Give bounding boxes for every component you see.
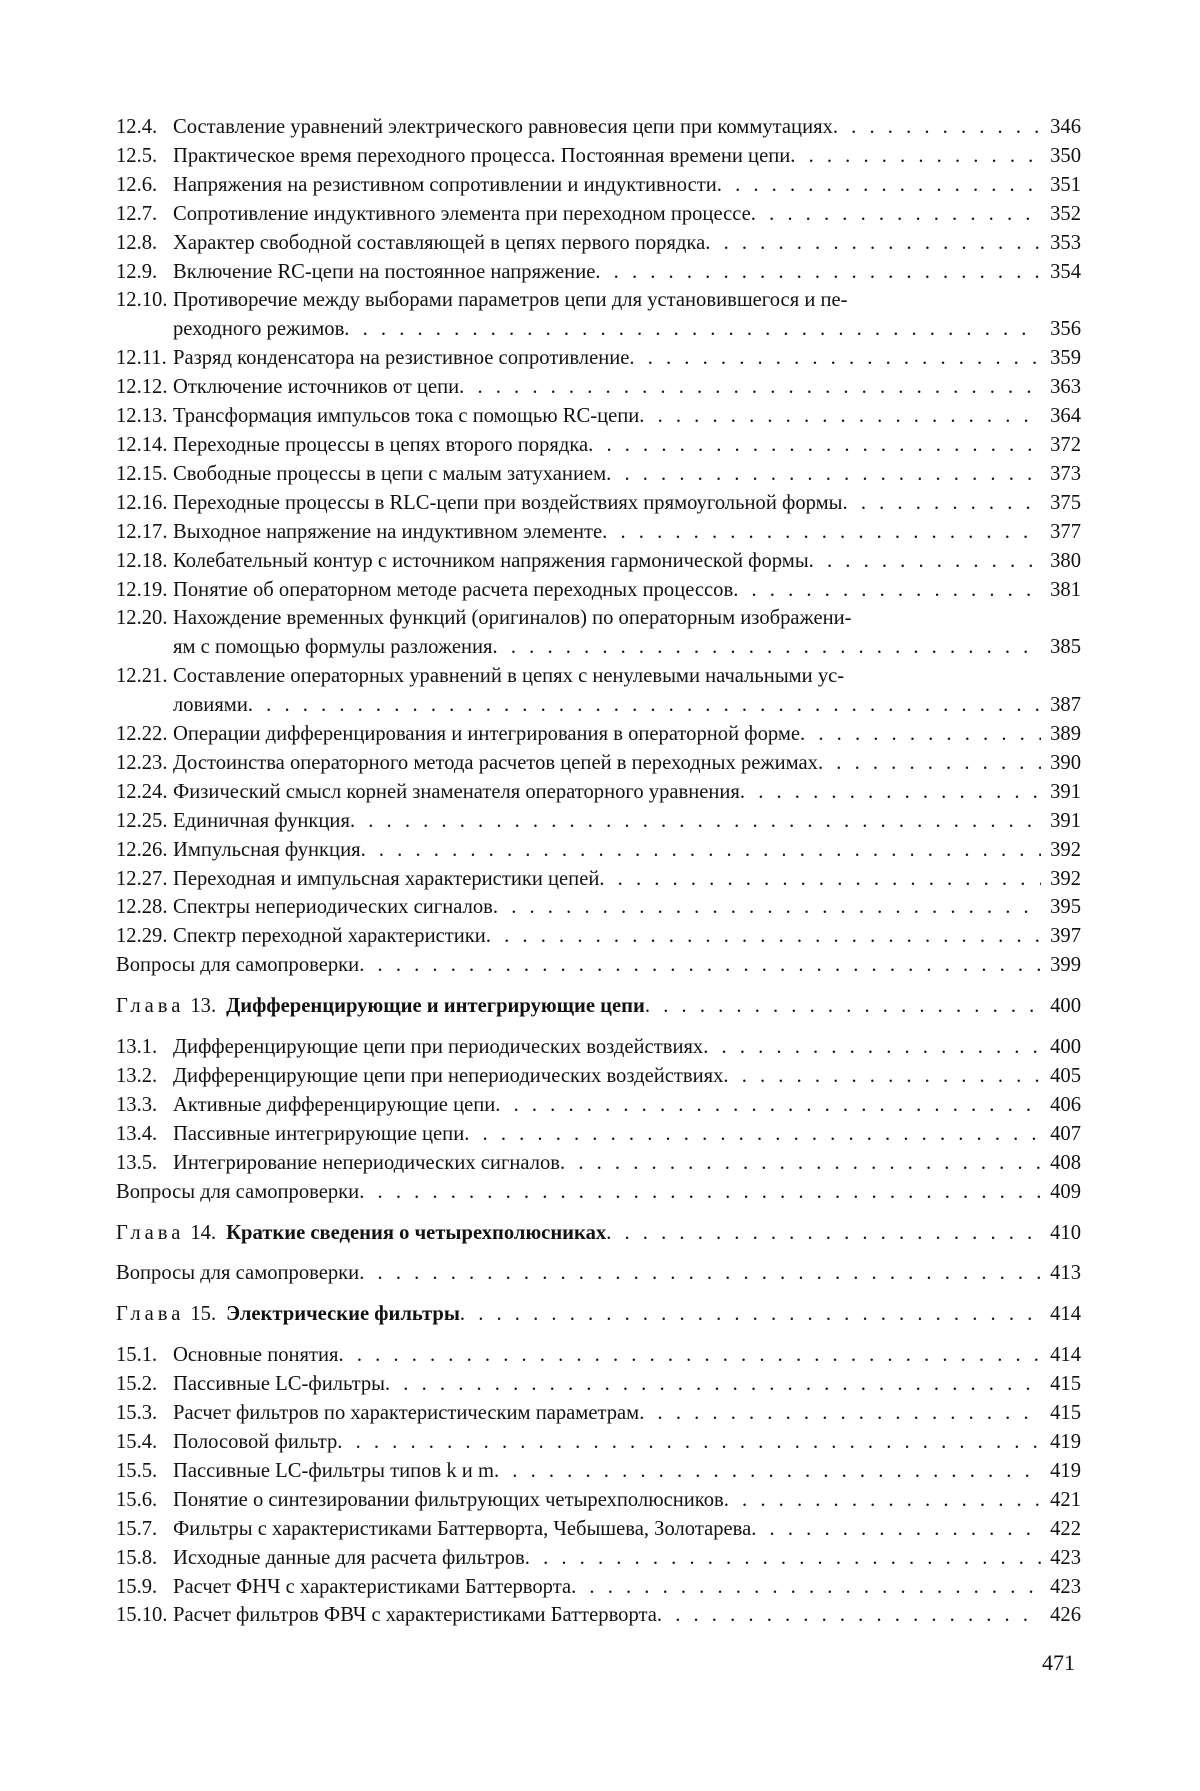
section-title: Вопросы для самопроверки bbox=[116, 1262, 360, 1285]
section-number: 13.2. bbox=[116, 1065, 158, 1087]
page-ref: 363 bbox=[1050, 376, 1081, 399]
leader-dots bbox=[595, 258, 1041, 287]
toc-review-questions bbox=[116, 1259, 1081, 1288]
section-number: 12.6. bbox=[116, 173, 158, 196]
page-ref: 423 bbox=[1050, 1575, 1081, 1598]
chapter-title: Краткие сведения о четырехполюсниках bbox=[226, 1221, 607, 1244]
section-number: 12.11. bbox=[116, 347, 167, 370]
page-ref: 387 bbox=[1050, 694, 1081, 717]
page-ref: 392 bbox=[1050, 838, 1081, 861]
toc-entry bbox=[116, 518, 1081, 547]
section-title: Операции дифференцирования и интегрирования в операторной форме bbox=[173, 723, 801, 746]
section-number: 12.13. bbox=[116, 405, 168, 428]
page-ref: 381 bbox=[1050, 578, 1081, 601]
page-ref: 385 bbox=[1050, 636, 1081, 659]
section-number: 12.12. bbox=[116, 376, 168, 399]
page-ref: 409 bbox=[1050, 1180, 1081, 1203]
leader-dots bbox=[703, 1033, 1041, 1062]
leader-dots bbox=[790, 142, 1041, 171]
leader-dots bbox=[493, 633, 1041, 662]
section-number: 15.5. bbox=[116, 1459, 158, 1482]
section-number: 15.6. bbox=[116, 1488, 158, 1511]
section-number: 12.27. bbox=[116, 867, 168, 890]
toc-entry bbox=[116, 431, 1081, 460]
page-ref: 413 bbox=[1050, 1262, 1081, 1285]
section-title: Физический смысл корней знаменателя операторного уравнения bbox=[173, 780, 740, 803]
toc-entry bbox=[116, 402, 1081, 431]
section-number: 15.2. bbox=[116, 1373, 158, 1396]
toc-entry bbox=[116, 1341, 1081, 1370]
section-title: Импульсная функция bbox=[173, 838, 361, 861]
leader-dots bbox=[751, 1515, 1041, 1544]
section-title: Достоинства операторного метода расчетов цепей в переходных режимах bbox=[173, 751, 818, 774]
page-ref: 422 bbox=[1050, 1517, 1081, 1540]
leader-dots bbox=[350, 807, 1041, 836]
section-number: 12.10. bbox=[116, 289, 168, 312]
section-number: 12.28. bbox=[116, 896, 168, 919]
toc-entry bbox=[116, 1149, 1081, 1178]
leader-dots bbox=[588, 431, 1041, 460]
section-title: Дифференцирующие цепи при непериодических воздействиях bbox=[173, 1065, 724, 1087]
section-title: Расчет фильтров по характеристическим параметрам bbox=[173, 1402, 640, 1425]
leader-dots bbox=[705, 229, 1041, 258]
section-number: 12.16. bbox=[116, 491, 168, 514]
section-title: Расчет ФНЧ с характеристиками Баттерворта bbox=[173, 1575, 572, 1598]
section-title: Дифференцирующие цепи при периодических воздействиях bbox=[173, 1036, 704, 1059]
page-ref: 353 bbox=[1050, 231, 1081, 254]
page-ref: 372 bbox=[1050, 433, 1081, 456]
toc-entry bbox=[116, 258, 1081, 287]
section-title: Переходные процессы в RLC-цепи при воздействиях прямоугольной формы bbox=[173, 491, 843, 514]
toc-entry bbox=[116, 893, 1081, 922]
toc-chapter-heading bbox=[116, 992, 1081, 1021]
section-number: 12.21. bbox=[116, 665, 168, 688]
page-ref: 350 bbox=[1050, 144, 1081, 167]
section-title: Включение RC-цепи на постоянное напряжение bbox=[173, 260, 596, 283]
section-title: Отключение источников от цепи bbox=[173, 376, 460, 399]
section-number: 12.14. bbox=[116, 433, 168, 456]
page-ref: 346 bbox=[1050, 116, 1081, 138]
section-title: Пассивные LC-фильтры типов k и m bbox=[173, 1459, 494, 1482]
page-ref: 373 bbox=[1050, 462, 1081, 485]
section-number: 12.22. bbox=[116, 723, 168, 746]
page-ref: 375 bbox=[1050, 491, 1081, 514]
section-number: 12.20. bbox=[116, 607, 168, 630]
section-title: Основные понятия bbox=[173, 1344, 339, 1367]
toc-entry-line bbox=[116, 286, 1081, 315]
section-number: 12.4. bbox=[116, 116, 158, 138]
leader-dots bbox=[657, 1601, 1041, 1630]
section-title-continued: реходного режимов bbox=[173, 318, 345, 341]
section-number: 15.10. bbox=[116, 1604, 168, 1627]
section-title: Вопросы для самопроверки bbox=[116, 954, 360, 977]
toc-entry bbox=[116, 1033, 1081, 1062]
section-title: Понятие об операторном методе расчета переходных процессов bbox=[173, 578, 734, 601]
page-ref: 356 bbox=[1050, 318, 1081, 341]
section-number: 15.8. bbox=[116, 1546, 158, 1569]
chapter-title: Дифференцирующие и интегрирующие цепи bbox=[226, 995, 645, 1018]
page-ref: 399 bbox=[1050, 954, 1081, 977]
page-ref: 400 bbox=[1050, 995, 1081, 1018]
page-number: 471 bbox=[1042, 1650, 1075, 1675]
section-title: Вопросы для самопроверки bbox=[116, 1180, 360, 1203]
section-title: Фильтры с характеристиками Баттерворта, Чебышева, Золотарева bbox=[173, 1517, 752, 1540]
page-ref: 359 bbox=[1050, 347, 1081, 370]
section-number: 15.9. bbox=[116, 1575, 158, 1598]
page-ref: 400 bbox=[1050, 1036, 1081, 1059]
page-ref: 354 bbox=[1050, 260, 1081, 283]
section-title: Активные дифференцирующие цепи bbox=[173, 1093, 496, 1116]
leader-dots bbox=[602, 518, 1041, 547]
toc-entry-line bbox=[116, 604, 1081, 633]
section-number: 12.19. bbox=[116, 578, 168, 601]
section-number: 12.15. bbox=[116, 462, 168, 485]
leader-dots bbox=[733, 576, 1041, 605]
section-title: Выходное напряжение на индуктивном элементе bbox=[173, 520, 603, 543]
section-title: Полосовой фильтр bbox=[173, 1430, 338, 1453]
toc-entry bbox=[116, 1428, 1081, 1457]
leader-dots bbox=[339, 1341, 1041, 1370]
leader-dots bbox=[833, 113, 1041, 142]
leader-dots bbox=[606, 1219, 1041, 1248]
page-ref: 415 bbox=[1050, 1402, 1081, 1425]
page-ref: 421 bbox=[1050, 1488, 1081, 1511]
section-title: Понятие о синтезировании фильтрующих четырехполюсников bbox=[173, 1488, 724, 1511]
section-title: Переходные процессы в цепях второго порядка bbox=[173, 433, 589, 456]
section-number: 13.1. bbox=[116, 1036, 158, 1059]
page-ref: 423 bbox=[1050, 1546, 1081, 1569]
page-ref: 405 bbox=[1050, 1065, 1081, 1087]
leader-dots bbox=[385, 1370, 1041, 1399]
page-ref: 377 bbox=[1050, 520, 1081, 543]
section-title-continued: ловиями bbox=[173, 694, 248, 717]
toc-entry bbox=[116, 489, 1081, 518]
section-number: 12.18. bbox=[116, 549, 168, 572]
toc-entry bbox=[116, 547, 1081, 576]
section-number: 12.7. bbox=[116, 202, 158, 225]
leader-dots bbox=[495, 1091, 1041, 1120]
page-ref: 390 bbox=[1050, 751, 1081, 774]
leader-dots bbox=[459, 373, 1041, 402]
section-title: Составление операторных уравнений в цепях с ненулевыми начальными ус- bbox=[173, 665, 845, 688]
leader-dots bbox=[361, 836, 1041, 865]
section-number: 15.7. bbox=[116, 1517, 158, 1540]
toc-entry bbox=[116, 460, 1081, 489]
leader-dots bbox=[525, 1544, 1041, 1573]
toc-entry bbox=[116, 142, 1081, 171]
chapter-number: 13. bbox=[190, 995, 217, 1018]
page-ref: 391 bbox=[1050, 809, 1081, 832]
leader-dots bbox=[809, 547, 1041, 576]
page-ref: 419 bbox=[1050, 1430, 1081, 1453]
toc-entry bbox=[116, 576, 1081, 605]
section-title: Напряжения на резистивном сопротивлении и индуктивности bbox=[173, 173, 717, 196]
page-ref: 414 bbox=[1050, 1344, 1081, 1367]
leader-dots bbox=[493, 893, 1041, 922]
leader-dots bbox=[486, 922, 1041, 951]
page-ref: 391 bbox=[1050, 780, 1081, 803]
leader-dots bbox=[248, 691, 1041, 720]
leader-dots bbox=[560, 1149, 1041, 1178]
leader-dots bbox=[800, 720, 1041, 749]
toc-entry bbox=[116, 200, 1081, 229]
toc-entry bbox=[116, 922, 1081, 951]
section-number: 12.5. bbox=[116, 144, 158, 167]
leader-dots bbox=[724, 1486, 1041, 1515]
leader-dots bbox=[571, 1573, 1041, 1602]
toc-entry-line bbox=[116, 691, 1081, 720]
chapter-label: Глава bbox=[116, 1303, 185, 1326]
page-ref: 426 bbox=[1050, 1604, 1081, 1627]
toc-entry bbox=[116, 1120, 1081, 1149]
chapter-title: Электрические фильтры bbox=[226, 1303, 460, 1326]
toc-review-questions bbox=[116, 951, 1081, 980]
section-title: Практическое время переходного процесса. Постоянная времени цепи bbox=[173, 144, 791, 167]
toc-entry bbox=[116, 1399, 1081, 1428]
section-number: 12.25. bbox=[116, 809, 168, 832]
toc-entry bbox=[116, 1457, 1081, 1486]
section-title: Нахождение временных функций (оригиналов) по операторным изображени- bbox=[173, 607, 852, 630]
page-ref: 410 bbox=[1050, 1221, 1081, 1244]
chapter-label: Глава bbox=[116, 1221, 185, 1244]
chapter-number: 15. bbox=[190, 1303, 217, 1326]
section-title: Расчет фильтров ФВЧ с характеристиками Баттерворта bbox=[173, 1604, 657, 1627]
section-title: Составление уравнений электрического равновесия цепи при коммутациях bbox=[173, 116, 833, 138]
page-ref: 351 bbox=[1050, 173, 1081, 196]
section-number: 12.26. bbox=[116, 838, 168, 861]
toc-entry bbox=[116, 229, 1081, 258]
section-title: Переходная и импульсная характеристики цепей bbox=[173, 867, 600, 890]
leader-dots bbox=[464, 1120, 1041, 1149]
toc-review-questions bbox=[116, 1178, 1081, 1207]
section-number: 12.24. bbox=[116, 780, 168, 803]
toc-entry-line bbox=[116, 315, 1081, 344]
page-ref: 392 bbox=[1050, 867, 1081, 890]
section-title: Спектр переходной характеристики bbox=[173, 925, 486, 948]
section-number: 12.17. bbox=[116, 520, 168, 543]
leader-dots bbox=[645, 992, 1041, 1021]
section-number: 15.4. bbox=[116, 1430, 158, 1453]
toc-entry bbox=[116, 1601, 1081, 1630]
section-number: 12.8. bbox=[116, 231, 158, 254]
section-title: Свободные процессы в цепи с малым затуханием bbox=[173, 462, 607, 485]
toc-entry bbox=[116, 113, 1081, 142]
leader-dots bbox=[751, 200, 1041, 229]
leader-dots bbox=[359, 1259, 1041, 1288]
section-title: Противоречие между выборами параметров цепи для установившегося и пе- bbox=[173, 289, 848, 312]
leader-dots bbox=[359, 1178, 1041, 1207]
toc-entry bbox=[116, 171, 1081, 200]
toc-chapter-heading bbox=[116, 1300, 1081, 1329]
toc-entry bbox=[116, 865, 1081, 894]
chapter-label: Глава bbox=[116, 995, 185, 1018]
page-ref: 352 bbox=[1050, 202, 1081, 225]
section-title: Спектры непериодических сигналов bbox=[173, 896, 493, 919]
section-title: Единичная функция bbox=[173, 809, 350, 832]
toc-entry bbox=[116, 807, 1081, 836]
toc-entry bbox=[116, 1515, 1081, 1544]
toc-entry bbox=[116, 720, 1081, 749]
leader-dots bbox=[344, 315, 1041, 344]
leader-dots bbox=[639, 1399, 1041, 1428]
toc-entry bbox=[116, 662, 1081, 720]
leader-dots bbox=[740, 778, 1041, 807]
page-ref: 380 bbox=[1050, 549, 1081, 572]
leader-dots bbox=[606, 460, 1041, 489]
section-number: 15.1. bbox=[116, 1344, 158, 1367]
page-ref: 415 bbox=[1050, 1373, 1081, 1396]
leader-dots bbox=[460, 1300, 1041, 1329]
leader-dots bbox=[818, 749, 1041, 778]
page-ref: 406 bbox=[1050, 1093, 1081, 1116]
leader-dots bbox=[723, 1062, 1041, 1091]
toc-entry bbox=[116, 1370, 1081, 1399]
section-number: 13.3. bbox=[116, 1093, 158, 1116]
toc-entry bbox=[116, 749, 1081, 778]
toc-chapter-heading bbox=[116, 1219, 1081, 1248]
toc-entry-line bbox=[116, 633, 1081, 662]
section-title: Сопротивление индуктивного элемента при переходном процессе bbox=[173, 202, 751, 225]
leader-dots bbox=[494, 1457, 1041, 1486]
section-title: Пассивные LC-фильтры bbox=[173, 1373, 385, 1396]
leader-dots bbox=[639, 402, 1041, 431]
section-number: 13.4. bbox=[116, 1122, 158, 1145]
section-title: Колебательный контур с источником напряжения гармонической формы bbox=[173, 549, 809, 572]
section-number: 12.9. bbox=[116, 260, 158, 283]
page-ref: 395 bbox=[1050, 896, 1081, 919]
page-ref: 407 bbox=[1050, 1122, 1081, 1145]
leader-dots bbox=[843, 489, 1041, 518]
section-number: 13.5. bbox=[116, 1151, 158, 1174]
toc-entry bbox=[116, 1091, 1081, 1120]
toc-entry bbox=[116, 836, 1081, 865]
section-number: 15.3. bbox=[116, 1402, 158, 1425]
leader-dots bbox=[717, 171, 1041, 200]
toc-entry bbox=[116, 286, 1081, 344]
toc-entry bbox=[116, 1486, 1081, 1515]
toc-entry bbox=[116, 778, 1081, 807]
toc-entry bbox=[116, 373, 1081, 402]
toc-entry bbox=[116, 1544, 1081, 1573]
section-title: Исходные данные для расчета фильтров bbox=[173, 1546, 525, 1569]
section-title: Пассивные интегрирующие цепи bbox=[173, 1122, 465, 1145]
toc-entry bbox=[116, 1062, 1081, 1091]
toc-entry bbox=[116, 344, 1081, 373]
section-number: 12.23. bbox=[116, 751, 168, 774]
leader-dots bbox=[359, 951, 1041, 980]
toc-entry bbox=[116, 1573, 1081, 1602]
leader-dots bbox=[629, 344, 1041, 373]
section-title: Разряд конденсатора на резистивное сопротивление bbox=[173, 347, 630, 370]
section-title: Интегрирование непериодических сигналов bbox=[173, 1151, 561, 1174]
toc-entry bbox=[116, 604, 1081, 662]
section-number: 12.29. bbox=[116, 925, 168, 948]
page-ref: 408 bbox=[1050, 1151, 1081, 1174]
leader-dots bbox=[599, 865, 1041, 894]
page-ref: 389 bbox=[1050, 723, 1081, 746]
page-ref: 414 bbox=[1050, 1303, 1081, 1326]
table-of-contents bbox=[116, 113, 1081, 1630]
toc-entry-line bbox=[116, 662, 1081, 691]
leader-dots bbox=[337, 1428, 1041, 1457]
section-title: Трансформация импульсов тока с помощью RC-цепи bbox=[173, 405, 640, 428]
chapter-number: 14. bbox=[190, 1221, 217, 1244]
page-ref: 419 bbox=[1050, 1459, 1081, 1482]
section-title: Характер свободной составляющей в цепях первого порядка bbox=[173, 231, 706, 254]
page-ref: 364 bbox=[1050, 405, 1081, 428]
section-title-continued: ям с помощью формулы разложения bbox=[173, 636, 493, 659]
page-ref: 397 bbox=[1050, 925, 1081, 948]
